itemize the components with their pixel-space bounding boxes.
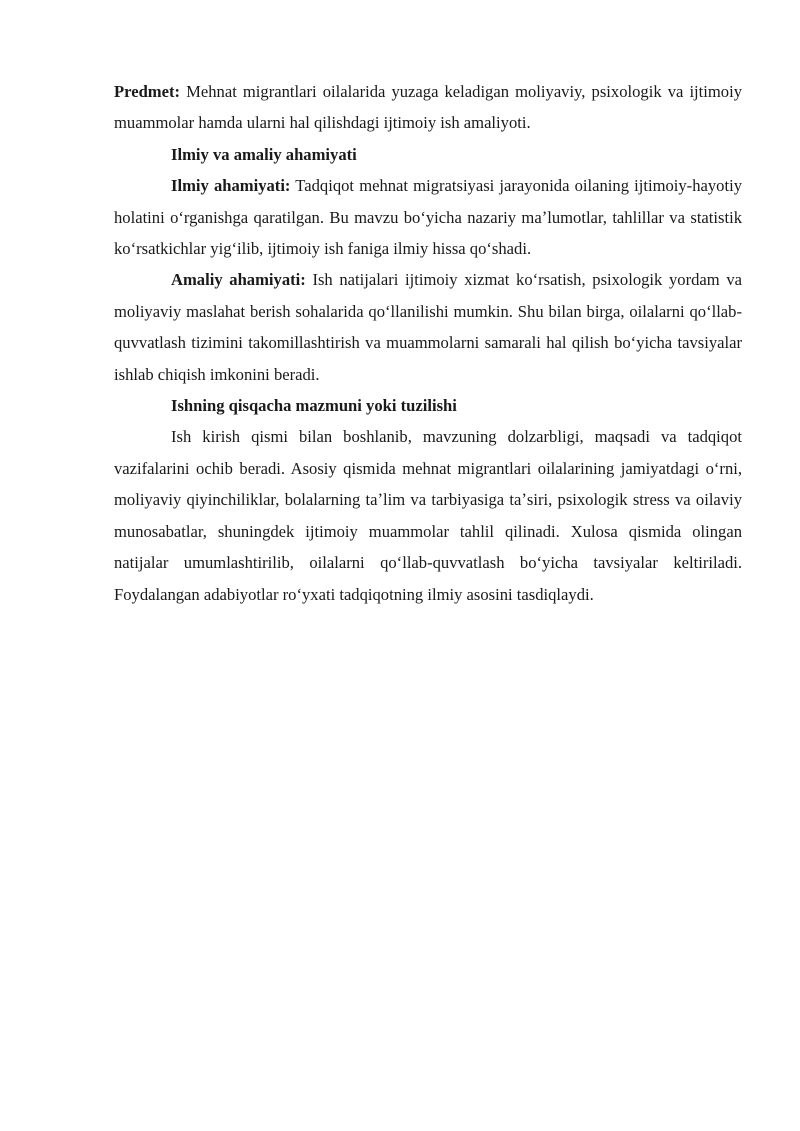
predmet-text: Mehnat migrantlari oilalarida yuzaga keladigan moliyaviy, psixologik va ijtimoiy muammolar hamda ularni hal qilishdagi ijtimoiy ish amaliyoti. bbox=[114, 82, 742, 133]
predmet-label: Predmet: bbox=[114, 82, 181, 101]
ilmiy-paragraph bbox=[114, 170, 742, 264]
ilmiy-label: Ilmiy ahamiyati: bbox=[171, 176, 291, 196]
tuzilish-paragraph: Ish kirish qismi bilan boshlanib, mavzuning dolzarbligi, maqsadi va tadqiqot vazifalarini ochib beradi. Asosiy qismida mehnat migrantlari oilalarining jamiyatdagi oʻrni, moliyaviy qiyinchiliklar, bolalarning taʼlim va tarbiyasiga taʼsiri, psixologik stress va oilaviy munosabatlar, shuningdek ijtimoiy muammolar tahlil qilinadi. Xulosa qismida olingan natijalar umumlashtirilib, oilalarni qoʻllab-quvvatlash boʻyicha tavsiyalar keltiriladi. Foydalangan adabiyotlar roʻyxati tadqiqotning ilmiy asosini tasdiqlaydi. bbox=[114, 427, 742, 604]
amaliy-text: Ish natijalari ijtimoiy xizmat koʻrsatish, psixologik yordam va moliyaviy maslahat berish sohalarida qoʻllanilishi mumkin. Shu bilan birga, oilalarni qoʻllab-quvvatlash tizimini takomillashtirish va muammolarni samarali hal qilish boʻyicha tavsiyalar ishlab chiqish imkonini beradi. bbox=[114, 270, 742, 384]
tuzilish-heading: Ishning qisqacha mazmuni yoki tuzilishi bbox=[171, 396, 457, 416]
ahamiyat-heading: Ilmiy va amaliy ahamiyati bbox=[171, 144, 357, 164]
predmet-paragraph bbox=[114, 76, 742, 139]
amaliy-label: Amaliy ahamiyati: bbox=[171, 270, 306, 290]
document-body bbox=[114, 76, 742, 610]
ilmiy-text: Tadqiqot mehnat migratsiyasi jarayonida oilaning ijtimoiy-hayotiy holatini oʻrganishga qaratilgan. Bu mavzu boʻyicha nazariy maʼlumotlar, tahlillar va statistik koʻrsatkichlar yigʻilib, ijtimoiy ish faniga ilmiy hissa qoʻshadi. bbox=[114, 176, 742, 259]
amaliy-paragraph bbox=[114, 264, 742, 390]
